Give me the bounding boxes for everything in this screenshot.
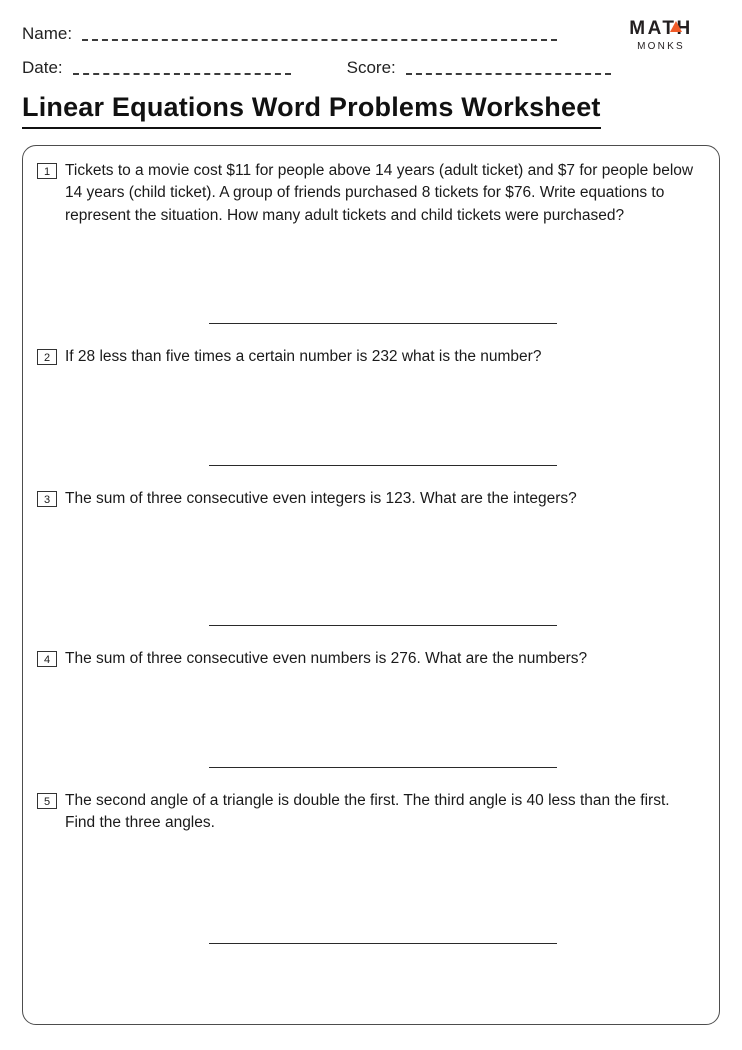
- logo-main-text: MATH: [629, 18, 693, 39]
- logo-sub-text: MONKS: [637, 41, 685, 52]
- answer-space[interactable]: [37, 671, 701, 767]
- question-text: If 28 less than five times a certain number is 232 what is the number?: [65, 348, 542, 366]
- problem-item: [37, 160, 701, 227]
- question-text: The sum of three consecutive even numbers is 276. What are the numbers?: [65, 650, 588, 668]
- answer-line[interactable]: [209, 943, 557, 944]
- problem-item: [37, 790, 701, 835]
- question-number: 3: [37, 491, 57, 507]
- answer-space[interactable]: [37, 227, 701, 323]
- answer-space[interactable]: [37, 510, 701, 625]
- question-text: The sum of three consecutive even integers is 123. What are the integers?: [65, 489, 577, 507]
- question-number: 2: [37, 349, 57, 365]
- date-input[interactable]: [73, 73, 291, 75]
- date-label: Date:: [22, 58, 63, 77]
- answer-space[interactable]: [37, 369, 701, 465]
- triangle-icon: [670, 21, 682, 32]
- page-title-underline: [22, 92, 601, 129]
- question-text: Tickets to a movie cost $11 for people above 14 years (adult ticket) and $7 for people below 14 years (child ticket). A group of friends purchased 8 tickets for $76. Write equations to represent the situation. How many adult tickets and child tickets were purchased?: [65, 162, 694, 224]
- worksheet-header: [22, 0, 720, 86]
- question-text: The second angle of a triangle is double the first. The third angle is 40 less than the first. Find the three angles.: [65, 791, 670, 832]
- score-input[interactable]: [406, 73, 611, 75]
- problem-item: [37, 346, 701, 368]
- problem-item: [37, 488, 701, 510]
- answer-space[interactable]: [37, 835, 701, 943]
- question-number: 4: [37, 651, 57, 667]
- question-number: 5: [37, 793, 57, 809]
- math-monks-logo: [606, 18, 716, 52]
- name-label: Name:: [22, 24, 73, 43]
- logo-wordmark: [629, 18, 692, 40]
- spacer: [37, 466, 701, 488]
- problems-container: [22, 145, 720, 1025]
- problem-item: [37, 648, 701, 670]
- score-label: Score:: [346, 58, 396, 77]
- page-title: Linear Equations Word Problems Worksheet: [22, 92, 601, 122]
- spacer: [37, 324, 701, 346]
- question-number: 1: [37, 163, 57, 179]
- name-input[interactable]: [82, 39, 557, 41]
- spacer: [37, 768, 701, 790]
- spacer: [37, 626, 701, 648]
